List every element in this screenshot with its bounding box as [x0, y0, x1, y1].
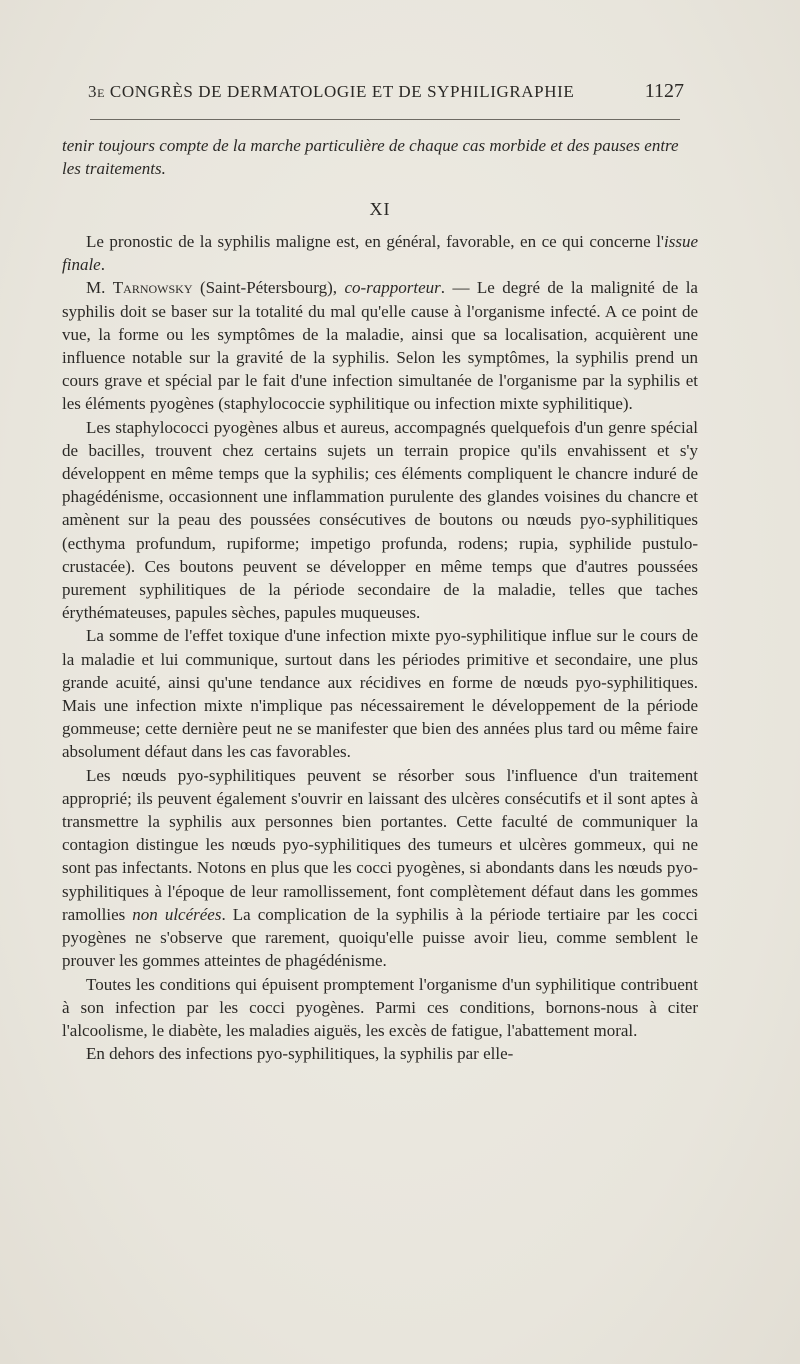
paragraph-5-emphasis: non ulcérées — [132, 904, 222, 924]
running-header — [88, 82, 684, 112]
continuation-text: tenir toujours compte de la marche particulière de chaque cas morbide et des pauses entre les traitements. — [62, 136, 679, 178]
paragraph-1-emphasis: issue finale — [62, 232, 698, 275]
body-text — [62, 134, 698, 1065]
paragraph-1-text: Le pronostic de la syphilis maligne est, en général, favorable, en ce qui concerne l' — [86, 232, 664, 251]
paragraph-1 — [62, 230, 698, 276]
page-number: 1127 — [644, 80, 684, 102]
section-heading: XI — [369, 199, 391, 219]
paragraph-5-end: . La complication de la syphilis à la période tertiaire par les cocci pyogènes ne s'observe que rarement, quoiqu'elle puisse avoir lieu, comme semblent le prouver les gommes atteintes de phagédénisme. — [62, 904, 699, 971]
header-rule — [90, 119, 680, 120]
paragraph-2 — [62, 276, 698, 415]
speaker-role: co-rapporteur — [344, 278, 441, 298]
paragraph-7: En dehors des infections pyo-syphilitiques, la syphilis par elle- — [86, 1044, 514, 1064]
paragraph-1-end: . — [100, 255, 105, 275]
paragraph-5 — [62, 764, 698, 973]
paragraph-6: Toutes les conditions qui épuisent promptement l'organisme d'un syphilitique contribuent à son infection par les cocci pyogènes. Parmi ces conditions, bornons-nous à citer l'alcoolisme, le diabète, les maladies aiguës, les excès de fatigue, l'abattement moral. — [62, 974, 698, 1040]
paragraph-2-text: . — Le degré de la malignité de la syphilis doit se baser sur la totalité du mal qu'elle cause à l'organisme infecté. A ce point de vue, la forme ou les symptômes de la maladie, ainsi que sa localisation, acquièrent une influence notable sur la gravité de la syphilis. Selon les symptômes, la syphilis prend un cours grave et spécial par le fait d'une infection simultanée de l'organisme par la syphilis et les éléments pyogènes (staphylococcie syphilitique ou infection mixte syphilitique). — [62, 278, 698, 414]
paragraph-5-text: Les nœuds pyo-syphilitiques peuvent se résorber sous l'influence d'un traitement approprié; ils peuvent également s'ouvrir en laissant des ulcères consécutifs et il sont aptes à transmettre la syphilis aux personnes bien portantes. Cette faculté de communiquer la contagion distingue les nœuds pyo-syphilitiques des tumeurs et ulcères gommeux, qui ne sont pas infectants. Notons en plus que les cocci pyogènes, si abondants dans les nœuds pyo-syphilitiques à l'époque de leur ramollissement, font complètement défaut dans les gommes ramollies — [62, 765, 698, 924]
speaker-name: Tarnowsky — [112, 278, 193, 298]
header-title: 3e CONGRÈS DE DERMATOLOGIE ET DE SYPHILIGRAPHIE — [88, 82, 575, 101]
paragraph-3: Les staphylococci pyogènes albus et aureus, accompagnés quelquefois d'un genre spécial de bacilles, trouvent chez certains sujets un terrain propice qu'ils envahissent et s'y développent en même temps que la syphilis; ces éléments compliquent le chancre induré de phagédénisme, occasionnent une inflammation purulente des glandes voisines du chancre et amènent sur la peau des poussées consécutives de boutons ou nœuds pyo-syphilitiques (ecthyma profundum, rupiforme; impetigo profunda, rodens; rupia, syphilide pustulo-crustacée). Ces boutons peuvent se développer en même temps que d'autres poussées purement syphilitiques de la période secondaire de la maladie, telles que taches érythémateuses, papules sèches, papules muqueuses. — [62, 417, 698, 623]
paragraph-4: La somme de l'effet toxique d'une infection mixte pyo-syphilitique influe sur le cours de la maladie et lui communique, surtout dans les périodes primitive et secondaire, une plus grande acuité, ainsi qu'une tendance aux récidives en forme de nœuds pyo-syphilitiques. Mais une infection mixte n'implique pas nécessairement le développement de la période gommeuse; cette dernière peut ne se manifester que bien des années plus tard ou même faire absolument défaut dans les cas favorables. — [62, 626, 698, 762]
speaker-location: (Saint-Pétersbourg), — [192, 278, 345, 298]
speaker-prefix: M. — [86, 278, 113, 298]
